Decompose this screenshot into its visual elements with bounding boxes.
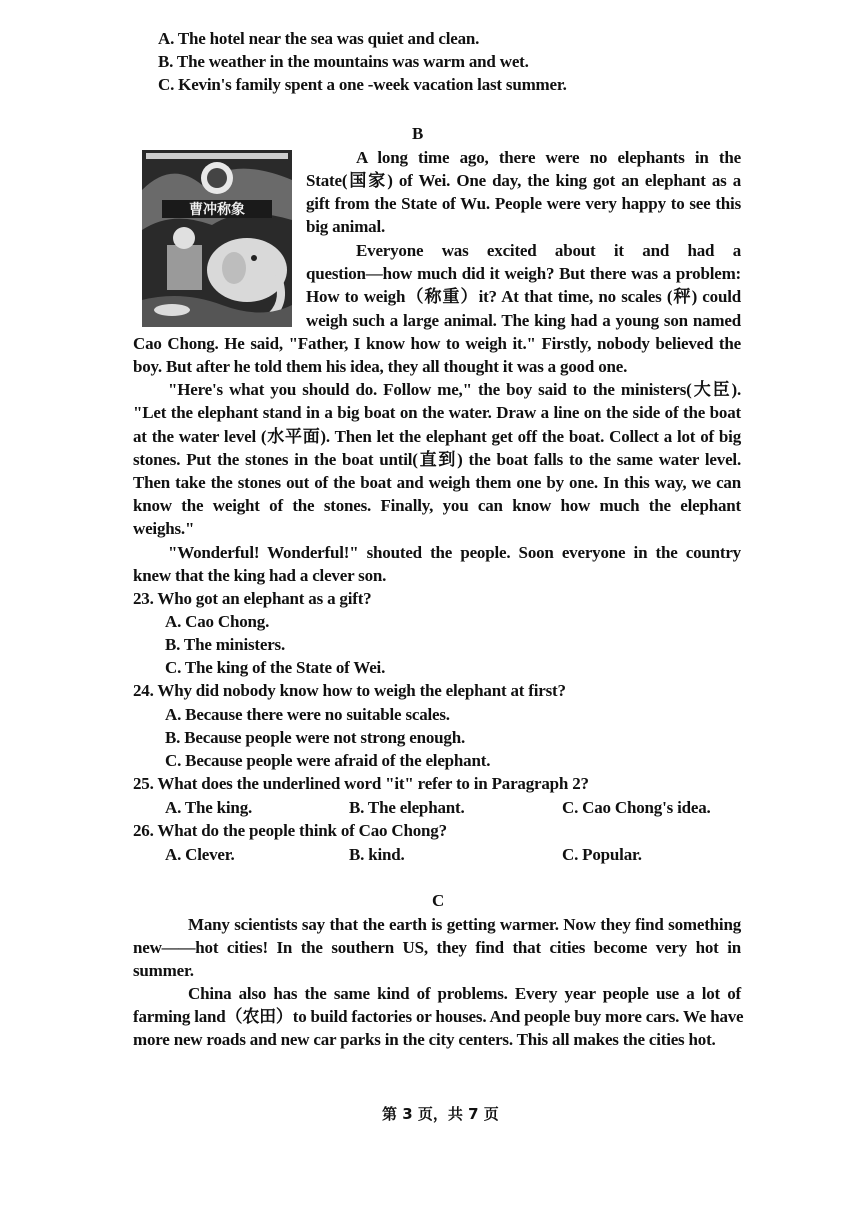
- passage-b-line-8: weigh such a large animal. The king had a young son named: [306, 311, 741, 330]
- passage-b-line-2: State(国家) of Wei. One day, the king got an elephant as a: [306, 171, 741, 190]
- passage-b-line-11: "Here's what you should do. Follow me," the boy said to the ministers(大臣).: [168, 380, 741, 399]
- illustration-title: 曹冲称象: [189, 202, 245, 218]
- prev-option-b: B. The weather in the mountains was warm and wet.: [158, 52, 529, 71]
- question-26: 26. What do the people think of Cao Chong?: [133, 821, 447, 840]
- passage-b-line-10: boy. But after he told them his idea, they all thought it was a good one.: [133, 357, 628, 376]
- prev-option-a: A. The hotel near the sea was quiet and clean.: [158, 29, 480, 48]
- passage-b-line-19: knew that the king had a clever son.: [133, 566, 387, 585]
- passage-c-line-4: China also has the same kind of problems. Every year people use a lot of: [188, 984, 741, 1003]
- passage-c-line-2: new——hot cities! In the southern US, they find that cities become very hot in: [133, 938, 741, 957]
- cao-chong-elephant-illustration: [142, 150, 292, 327]
- question-23-option-c: C. The king of the State of Wei.: [165, 658, 386, 677]
- question-23: 23. Who got an elephant as a gift?: [133, 589, 372, 608]
- question-25-option-b: B. The elephant.: [349, 798, 465, 817]
- question-24-option-b: B. Because people were not strong enough.: [165, 728, 466, 747]
- section-b-heading: B: [412, 124, 424, 143]
- passage-b-line-13: at the water level (水平面). Then let the elephant get off the boat. Collect a lot of big: [133, 427, 741, 446]
- question-26-option-a: A. Clever.: [165, 845, 235, 864]
- passage-c-line-5: farming land（农田）to build factories or houses. And people buy more cars. We have: [133, 1007, 744, 1026]
- passage-b-line-1: A long time ago, there were no elephants in the: [356, 148, 741, 167]
- passage-b-line-18: "Wonderful! Wonderful!" shouted the people. Soon everyone in the country: [168, 543, 741, 562]
- passage-b-line-12: "Let the elephant stand in a big boat on the water. Draw a line on the side of the boat: [133, 403, 741, 422]
- prev-option-c: C. Kevin's family spent a one -week vacation last summer.: [158, 75, 567, 94]
- question-25-option-c: C. Cao Chong's idea.: [562, 798, 711, 817]
- section-c-heading: C: [432, 891, 445, 910]
- question-26-option-b: B. kind.: [349, 845, 405, 864]
- passage-b-line-6: question—how much did it weigh? But there was a problem:: [306, 264, 741, 283]
- passage-b-line-16: know the weight of the stones. Finally, you can know how much the elephant: [133, 496, 741, 515]
- question-25-option-a: A. The king.: [165, 798, 253, 817]
- passage-c-line-1: Many scientists say that the earth is getting warmer. Now they find something: [188, 915, 741, 934]
- passage-b-line-17: weighs.": [133, 519, 195, 538]
- question-24-option-c: C. Because people were afraid of the elephant.: [165, 751, 491, 770]
- page-number-footer: 第 3 页，共 7 页: [382, 1105, 499, 1123]
- question-26-option-c: C. Popular.: [562, 845, 642, 864]
- passage-b-line-5: Everyone was excited about it and had a: [356, 241, 741, 260]
- question-23-option-a: A. Cao Chong.: [165, 612, 270, 631]
- passage-b-line-3: gift from the State of Wu. People were very happy to see this: [306, 194, 741, 213]
- passage-c-line-6: more new roads and new car parks in the city centers. This all makes the cities hot.: [133, 1030, 716, 1049]
- passage-b-line-9: Cao Chong. He said, "Father, I know how to weigh it." Firstly, nobody believed the: [133, 334, 741, 353]
- passage-b-line-7: How to weigh（称重）it? At that time, no scales (秤) could: [306, 287, 741, 306]
- passage-b-line-4: big animal.: [306, 217, 386, 236]
- passage-b-line-14: stones. Put the stones in the boat until(直到) the boat falls to the same water level.: [133, 450, 741, 469]
- question-25: 25. What does the underlined word "it" refer to in Paragraph 2?: [133, 774, 589, 793]
- question-24: 24. Why did nobody know how to weigh the elephant at first?: [133, 681, 566, 700]
- passage-c-line-3: summer.: [133, 961, 194, 980]
- passage-b-line-15: Then take the stones out of the boat and weigh them one by one. In this way, we can: [133, 473, 741, 492]
- question-23-option-b: B. The ministers.: [165, 635, 286, 654]
- question-24-option-a: A. Because there were no suitable scales.: [165, 705, 450, 724]
